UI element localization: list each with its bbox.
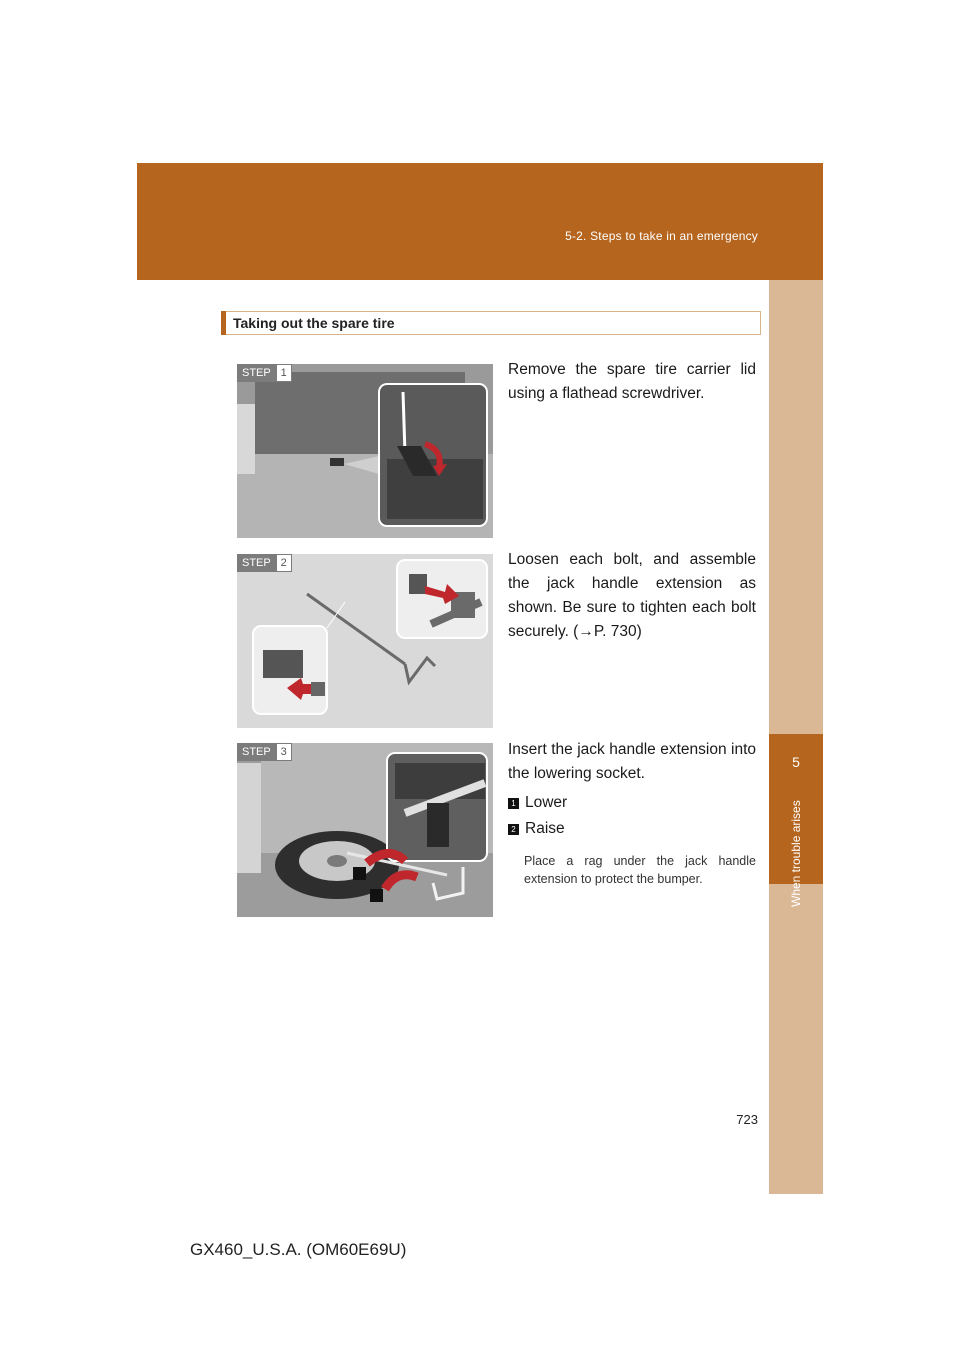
step-2-text: Loosen each bolt, and assemble the jack handle extension as shown. Be sure to tighten each bolt securely. (→P. 730) (508, 551, 756, 640)
section-heading-bar (221, 311, 226, 335)
header-band (137, 163, 823, 280)
page-number: 723 (736, 1112, 758, 1127)
document-footer: GX460_U.S.A. (OM60E69U) (190, 1240, 407, 1259)
spare-tire-lowering-icon (237, 743, 493, 917)
step-badge-label: STEP (237, 743, 276, 761)
chapter-side-tab (769, 280, 823, 1194)
step-3-badge (237, 743, 292, 761)
step-2-illustration (237, 554, 493, 728)
item-lower (508, 794, 567, 812)
item-number-badge: 1 (508, 798, 519, 809)
step-1-badge (237, 364, 292, 382)
step-badge-number: 1 (276, 364, 292, 382)
note-text: Place a rag under the jack handle extension to protect the bumper. (524, 854, 756, 886)
step-badge-label: STEP (237, 364, 276, 382)
section-heading (221, 311, 761, 335)
section-title: Taking out the spare tire (233, 315, 395, 331)
step-2-badge (237, 554, 292, 572)
item-label: Raise (525, 820, 565, 837)
cargo-area-lid-icon (237, 364, 493, 538)
step-3-text: Insert the jack handle extension into the lowering socket. (508, 741, 756, 782)
chapter-label: When trouble arises (789, 800, 803, 907)
item-label: Lower (525, 794, 568, 811)
jack-handle-extension-icon (237, 554, 493, 728)
step-badge-number: 2 (276, 554, 292, 572)
item-number-badge: 2 (508, 824, 519, 835)
step-3-illustration (237, 743, 493, 917)
item-raise (508, 820, 565, 838)
chapter-breadcrumb: 5-2. Steps to take in an emergency (565, 229, 758, 243)
step-1-illustration (237, 364, 493, 538)
chapter-number: 5 (792, 754, 800, 770)
step-badge-number: 3 (276, 743, 292, 761)
step-badge-label: STEP (237, 554, 276, 572)
step-1-text: Remove the spare tire carrier lid using a flathead screwdriver. (508, 361, 756, 402)
